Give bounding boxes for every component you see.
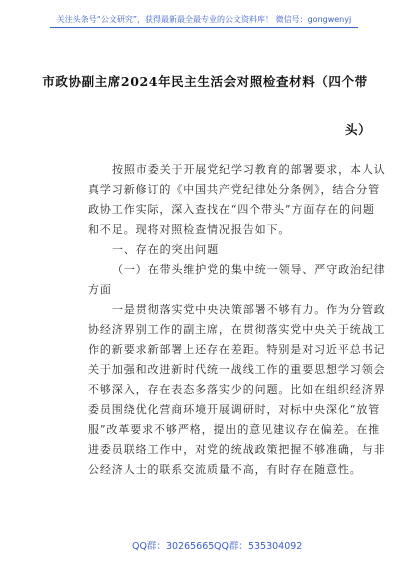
body-line: 服”改革要求不够严格，提出的意见建议存在偏差。在推 bbox=[88, 423, 381, 436]
body-line: 和不足。现将对照检查情况报告如下。 bbox=[88, 223, 291, 236]
header-banner bbox=[0, 14, 408, 36]
subsection-heading-continued: 方面 bbox=[88, 283, 112, 296]
document-title: 市政协副主席2024年民主生活会对照检查材料（四个带 bbox=[42, 74, 368, 89]
section-heading: 一、存在的突出问题 bbox=[112, 243, 220, 256]
body-line: 公经济人士的联系交流质量不高，有时存在随意性。 bbox=[88, 463, 362, 476]
body-line: 委员围绕优化营商环境开展调研时，对标中央深化“放管 bbox=[88, 403, 381, 416]
document-title-continued: 头） bbox=[345, 122, 372, 137]
body-line: 不够深入，存在表态多落实少的问题。比如在组织经济界 bbox=[88, 383, 386, 396]
body-line: 关于加强和改进新时代统一战线工作的重要思想学习领会 bbox=[88, 363, 386, 376]
header-rule bbox=[50, 27, 358, 28]
body-line: 一是贯彻落实党中央决策部署不够有力。作为分管政 bbox=[112, 303, 386, 316]
header-banner-text: 关注头条号“公文研究”，获得最新最全最专业的公文资料库！ 微信号：gongwenyj bbox=[56, 15, 352, 24]
body-line: 按照市委关于开展党纪学习教育的部署要求，本人认 bbox=[112, 163, 386, 176]
body-line: 真学习新修订的《中国共产党纪律处分条例》，结合分管 bbox=[88, 183, 380, 196]
body-line: 政协工作实际，深入查找在“四个带头”方面存在的问题 bbox=[88, 203, 375, 216]
body-line: 进委员联络工作中，对党的统战政策把握不够准确，与非 bbox=[88, 443, 386, 456]
footer-qq-group-2: QQ群：535304092 bbox=[214, 541, 303, 552]
document-body bbox=[88, 160, 386, 480]
body-line: 作的新要求新部署上还存在差距。特别是对习近平总书记 bbox=[88, 343, 386, 356]
subsection-heading: （一）在带头维护党的集中统一领导、严守政治纪律 bbox=[112, 263, 386, 276]
body-line: 协经济界别工作的副主席，在贯彻落实党中央关于统战工 bbox=[88, 323, 386, 336]
footer-qq-group-1: QQ群：30265665 bbox=[132, 541, 215, 552]
